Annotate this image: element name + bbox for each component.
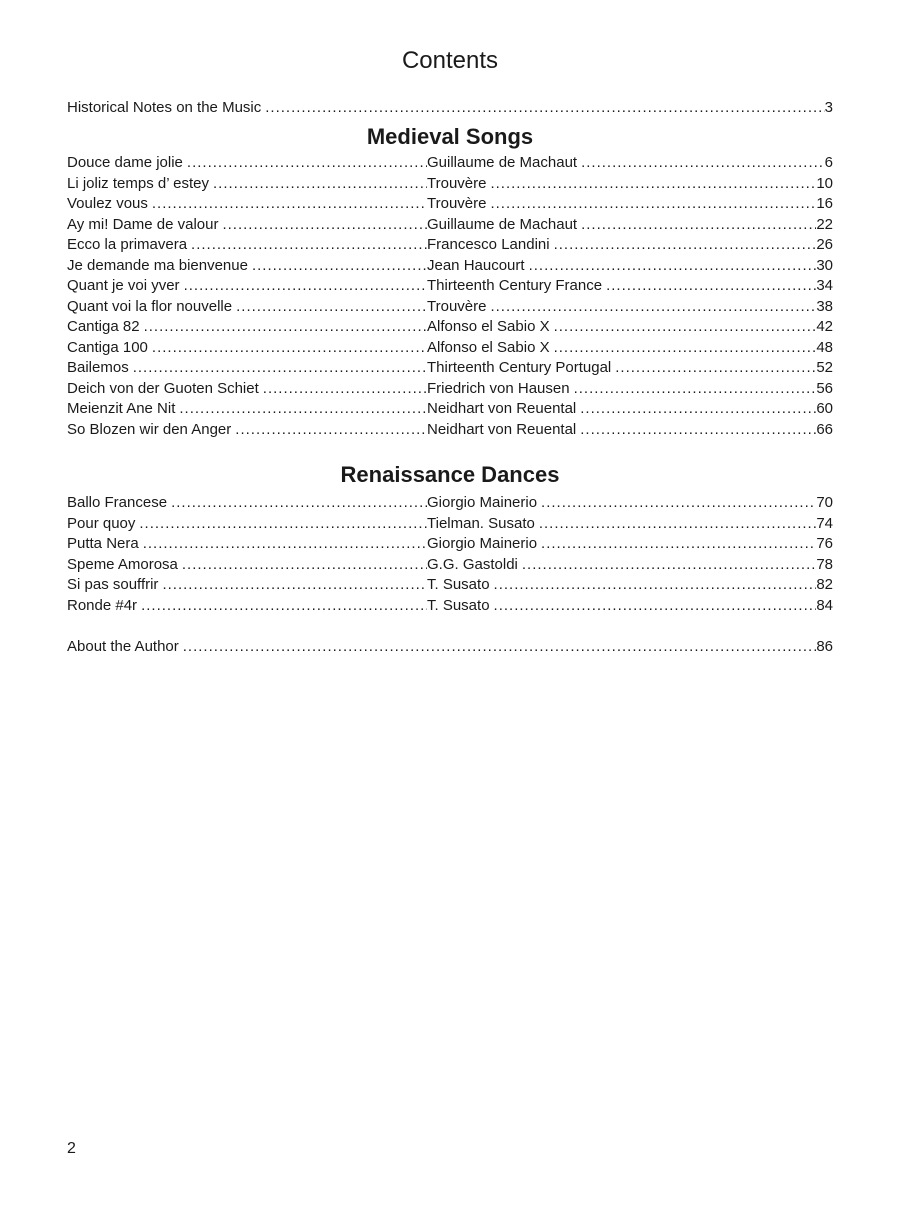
entry-composer: Thirteenth Century France [427, 277, 603, 294]
entry-title-cell [67, 575, 427, 596]
entry-title: About the Author [67, 638, 179, 655]
entry-page: 26 [816, 236, 833, 253]
entry-page: 38 [816, 297, 833, 315]
dot-leader [167, 493, 427, 514]
entry-composer-cell [427, 358, 833, 379]
dot-leader [139, 534, 427, 555]
entry-page: 70 [816, 494, 833, 511]
entry-page: 78 [816, 555, 833, 573]
entry-composer-cell [427, 194, 833, 215]
toc-entry[interactable] [67, 534, 833, 555]
dot-leader [261, 98, 824, 119]
entry-page: 34 [816, 277, 833, 294]
dot-leader [218, 215, 427, 236]
page-title: Contents [401, 47, 499, 74]
entry-title-cell [67, 399, 427, 420]
entry-composer-cell [427, 534, 833, 555]
entry-title-cell [67, 596, 427, 617]
dot-leader [135, 514, 427, 535]
entry-page: 6 [824, 154, 833, 171]
toc-entry[interactable] [67, 399, 833, 420]
dot-leader [490, 596, 817, 617]
entry-title: Voulez vous [67, 195, 148, 212]
entry-title-cell [67, 297, 427, 318]
entry-composer-cell [427, 297, 833, 318]
entry-title-cell [67, 194, 427, 215]
entry-page: 76 [816, 535, 833, 552]
entry-composer: T. Susato [427, 576, 490, 593]
dot-leader [183, 153, 427, 174]
entry-composer: Neidhart von Reuental [427, 420, 577, 438]
dot-leader [550, 235, 817, 256]
toc-outro [67, 637, 833, 658]
dot-leader [232, 297, 427, 318]
dot-leader [611, 358, 816, 379]
entry-page: 48 [816, 338, 833, 356]
dot-leader [129, 358, 427, 379]
entry-composer-cell [427, 493, 833, 514]
dot-leader [209, 174, 427, 195]
entry-composer: Francesco Landini [427, 236, 550, 253]
toc-entry[interactable] [67, 297, 833, 318]
entry-page: 82 [816, 576, 833, 593]
entry-composer: Alfonso el Sabio X [427, 338, 550, 356]
entry-title: Douce dame jolie [67, 154, 183, 171]
entry-title: Meienzit Ane Nit [67, 400, 176, 417]
dot-leader [602, 276, 816, 297]
entry-title: Ronde #4r [67, 596, 138, 614]
entry-page: 84 [816, 596, 833, 614]
entry-composer: Thirteenth Century Portugal [427, 359, 612, 376]
entry-composer: Friedrich von Hausen [427, 379, 570, 397]
dot-leader [137, 596, 427, 617]
toc-section-medieval [67, 153, 833, 440]
entry-page: 16 [816, 195, 833, 212]
entry-composer-cell [427, 514, 833, 535]
toc-entry[interactable] [67, 235, 833, 256]
entry-title: Je demande ma bienvenue [67, 256, 248, 274]
entry-page: 60 [816, 400, 833, 417]
toc-intro [67, 98, 833, 119]
dot-leader [180, 276, 427, 297]
dot-leader [576, 420, 816, 441]
entry-composer-cell [427, 153, 833, 174]
toc-entry[interactable] [67, 215, 833, 236]
entry-composer-cell [427, 317, 833, 338]
entry-title-cell [67, 420, 427, 441]
entry-composer-cell [427, 575, 833, 596]
dot-leader [187, 235, 427, 256]
section-heading-renaissance: Renaissance Dances [340, 462, 560, 487]
entry-composer: Giorgio Mainerio [427, 535, 538, 552]
dot-leader [148, 338, 427, 359]
entry-title: Ay mi! Dame de valour [67, 215, 219, 233]
entry-page: 10 [816, 174, 833, 192]
entry-title: Speme Amorosa [67, 555, 178, 573]
entry-composer-cell [427, 174, 833, 195]
toc-entry[interactable] [67, 317, 833, 338]
toc-entry[interactable] [67, 596, 833, 617]
toc-entry[interactable] [67, 153, 833, 174]
dot-leader [178, 555, 427, 576]
entry-title-cell [67, 317, 427, 338]
entry-title-cell [67, 379, 427, 400]
entry-title-cell [67, 338, 427, 359]
toc-entry[interactable] [67, 555, 833, 576]
entry-title-cell [67, 215, 427, 236]
dot-leader [486, 297, 816, 318]
entry-page: 86 [816, 638, 833, 655]
entry-page: 52 [816, 359, 833, 376]
toc-entry[interactable] [67, 379, 833, 400]
dot-leader [248, 256, 427, 277]
entry-composer-cell [427, 420, 833, 441]
entry-page: 66 [816, 420, 833, 438]
entry-title-cell [67, 555, 427, 576]
dot-leader [537, 534, 816, 555]
entry-composer: Jean Haucourt [427, 256, 525, 274]
entry-title-cell [67, 276, 427, 297]
entry-composer: Guillaume de Machaut [427, 215, 578, 233]
entry-title: Quant voi la flor nouvelle [67, 297, 233, 315]
section-heading-medieval: Medieval Songs [366, 124, 534, 149]
dot-leader [550, 317, 817, 338]
entry-title: Historical Notes on the Music [67, 99, 262, 116]
entry-title: Quant je voi yver [67, 277, 180, 294]
entry-title-cell [67, 153, 427, 174]
entry-composer-cell [427, 379, 833, 400]
entry-composer-cell [427, 215, 833, 236]
entry-title: Li joliz temps d’ estey [67, 174, 210, 192]
entry-composer-cell [427, 555, 833, 576]
entry-composer-cell [427, 596, 833, 617]
dot-leader [518, 555, 816, 576]
entry-composer-cell [427, 276, 833, 297]
entry-title: Cantiga 82 [67, 318, 140, 335]
entry-title: Cantiga 100 [67, 338, 148, 356]
entry-title-cell [67, 514, 427, 535]
toc-entry[interactable] [67, 194, 833, 215]
dot-leader [140, 317, 427, 338]
entry-page: 22 [816, 215, 833, 233]
toc-entry[interactable] [67, 514, 833, 535]
page-number: 2 [67, 1140, 76, 1157]
entry-title-cell [67, 358, 427, 379]
toc-entry[interactable] [67, 493, 833, 514]
entry-composer: Tielman. Susato [427, 514, 535, 532]
entry-page: 56 [816, 379, 833, 397]
entry-title: Deich von der Guoten Schiet [67, 379, 259, 397]
toc-entry[interactable] [67, 338, 833, 359]
entry-page: 3 [824, 99, 833, 116]
toc-entry[interactable] [67, 98, 833, 119]
toc-entry[interactable] [67, 358, 833, 379]
dot-leader [231, 420, 427, 441]
entry-composer: G.G. Gastoldi [427, 555, 518, 573]
entry-title: Putta Nera [67, 535, 139, 552]
dot-leader [577, 215, 816, 236]
entry-composer-cell [427, 235, 833, 256]
entry-composer: Trouvère [427, 195, 487, 212]
entry-title: Bailemos [67, 359, 129, 376]
toc-entry[interactable] [67, 575, 833, 596]
dot-leader [179, 637, 817, 658]
entry-title-cell [67, 534, 427, 555]
toc-entry[interactable] [67, 637, 833, 658]
entry-title-cell [67, 235, 427, 256]
entry-composer: Trouvère [427, 174, 487, 192]
dot-leader [537, 493, 816, 514]
dot-leader [486, 194, 816, 215]
entry-title-cell [67, 256, 427, 277]
toc-entry[interactable] [67, 276, 833, 297]
dot-leader [158, 575, 427, 596]
dot-leader [577, 153, 825, 174]
dot-leader [175, 399, 427, 420]
entry-composer: T. Susato [427, 596, 490, 614]
entry-composer-cell [427, 338, 833, 359]
entry-title: Si pas souffrir [67, 576, 159, 593]
dot-leader [525, 256, 817, 277]
dot-leader [490, 575, 817, 596]
dot-leader [576, 399, 816, 420]
entry-composer: Trouvère [427, 297, 487, 315]
dot-leader [570, 379, 817, 400]
toc-entry[interactable] [67, 256, 833, 277]
entry-composer: Giorgio Mainerio [427, 494, 538, 511]
entry-composer: Alfonso el Sabio X [427, 318, 550, 335]
entry-composer-cell [427, 399, 833, 420]
entry-composer: Neidhart von Reuental [427, 400, 577, 417]
entry-title-cell [67, 174, 427, 195]
dot-leader [259, 379, 427, 400]
entry-title-cell [67, 493, 427, 514]
toc-section-renaissance [67, 493, 833, 616]
dot-leader [486, 174, 816, 195]
dot-leader [148, 194, 427, 215]
entry-page: 74 [816, 514, 833, 532]
toc-entry[interactable] [67, 420, 833, 441]
dot-leader [535, 514, 816, 535]
entry-title: Ecco la primavera [67, 236, 188, 253]
entry-page: 30 [816, 256, 833, 274]
entry-composer-cell [427, 256, 833, 277]
toc-entry[interactable] [67, 174, 833, 195]
entry-title: Pour quoy [67, 514, 136, 532]
entry-title: So Blozen wir den Anger [67, 420, 232, 438]
entry-composer: Guillaume de Machaut [427, 154, 578, 171]
entry-title: Ballo Francese [67, 494, 168, 511]
dot-leader [550, 338, 817, 359]
entry-page: 42 [816, 318, 833, 335]
